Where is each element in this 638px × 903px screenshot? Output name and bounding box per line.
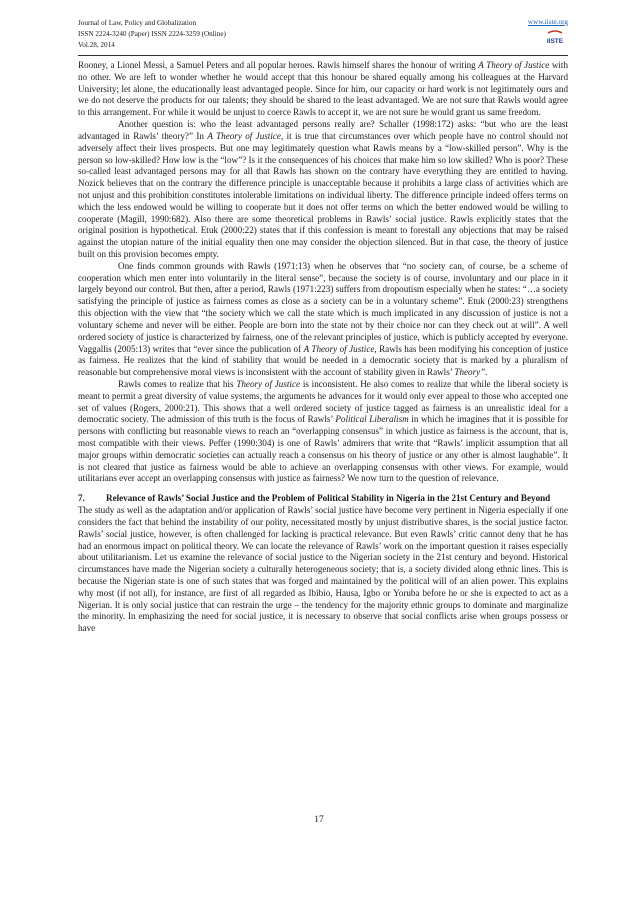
page-number: 17	[314, 815, 324, 825]
paragraph-2: Another question is: who the least advantaged persons really are? Schaller (1998:172) asks: “but who are the least advantaged in Rawls’ theory?” In A Theory of Justice, it is true that circumstances over which people have no control should not adversely affect their lives prospects. But one may legitimately question what Rawls means by a “low-skilled person”. Why is the person so low-skilled? How low is the “low”? Is it the consequences of his choices that make him so low skilled? Who is poor? These so-called least advantaged persons may for all that Rawls has shown on the contrary have everything they are entitled to having. Nozick believes that on the contrary the difference principle is unacceptable because it prohibits a large class of activities which are not unjust and this prohibition constitutes intolerable limitations on individual liberty. The difference principle indeed offers terms on which the less endowed would be willing to cooperate but it does not offer terms on which the better endowed would be willing to cooperate (Magill, 1990:682). Also there are some theoretical problems in Rawls’ social justice. Rawls explicitly states that the original position is hypothetical. Etuk (2000:22) states that if this confession is meant to forestall any objections that may be raised against the utopian nature of the initial equality then one may consider the objection silenced. But in that case, the theory of justice built on this provision becomes empty.	[78, 119, 568, 259]
volume-line: Vol.28, 2014	[78, 41, 115, 49]
journal-url-link[interactable]: www.iiste.org	[527, 18, 568, 26]
section-title: Relevance of Rawls’ Social Justice and the Problem of Political Stability in Nigeria in the 21st Century and Beyond	[106, 493, 551, 504]
paragraph-1: Rooney, a Lionel Messi, a Samuel Peters and all popular heroes. Rawls himself shares the honour of writing A Theory of Justice with no other. We are left to wonder whether he would accept that this honour be shared equally among his colleagues at the Harvard University; let alone, the educationally least advantaged people. Since for him, our capacity or hard work is not legitimately ours and we do not deserve the products for our talents; they should be shared to the least advantaged. We are not sure that Rawls would agree to this arrangement. For while it would be unjust to coerce Rawls to accept it, we are not sure he would grant us same freedom.	[78, 60, 568, 118]
iiste-logo	[544, 30, 566, 46]
journal-name: Journal of Law, Policy and Globalization	[78, 19, 197, 27]
section-number: 7.	[78, 493, 85, 504]
page-header	[78, 18, 568, 51]
paragraph-5: The study as well as the adaptation and/or application of Rawls’ social justice have become very pertinent in Nigeria especially if one considers the fact that behind the instability of our polity, necessitated mostly by unjust distributive shares, is the social justice factor. Rawls’ social justice, however, is often challenged for lacking is practical relevance. But even Rawls’ critic cannot deny that he has had an enormous impact on political theory. We can locate the relevance of Rawls’ work on the important question it raises especially about utilitarianism. Let us examine the relevance of social justice to the Nigerian society in the 21st century and beyond. Historical circumstances have made the Nigerian society a culturally heterogeneous society; that is, a society divided along ethnic lines. This is because the Nigerian state is one of such states that was forged and maintained by the political will of an alien power. This explains why most (if not all), for instance, are first of all regarded as Ibibio, Hausa, Igbo or Yoruba before he or she is expected to act as a Nigerian. It is only social justice that can restrain the urge – the tendency for the majority ethnic groups to dominate and marginalize the minority. In emphasizing the need for social justice, it is necessary to observe that social conflicts arise when groups possess or have	[78, 505, 568, 634]
article-body	[78, 60, 568, 635]
paragraph-3: One finds common grounds with Rawls (1971:13) when he observes that “no society can, of course, be a scheme of cooperation which men enter into voluntarily in the literal sense”, because the society is of course, involuntary and our place in it largely beyond our control. But then, after a period, Rawls (1971:223) suffers from dropoutism especially when he states: “…a society satisfying the principle of justice as fairness comes as close as a society can be in a voluntary scheme”. Etuk (2000:23) strengthens this objection with the view that “the society which we call the state which is much implicated in any discussion of justice is not a voluntary scheme and never will be either. People are born into the state not by their choice nor can they check out at will”. A well ordered society of justice is characterized by fairness, one of the relevant principles of justice, which is publicly accepted by everyone. Vaggallis (2005:13) writes that “ever since the publication of A Theory of Justice, Rawls has been modifying his conception of justice as fairness. He realizes that the kind of stability that would be needed in a democratic society that is marked by a pluralism of reasonable but comprehensive moral views is inconsistent with the account of stability given in Rawls’ Theory”.	[78, 260, 568, 378]
svg-text:IISTE: IISTE	[546, 38, 564, 45]
section-heading	[78, 493, 568, 505]
header-rule	[78, 55, 568, 56]
paragraph-4: Rawls comes to realize that his Theory of Justice is inconsistent. He also comes to realize that while the liberal society is meant to permit a great diversity of value systems, the arguments he advances for it would only ever appeal to those who accepted one set of values (Rogers, 2000:21). This shows that a well ordered society of justice tagged as fairness is an unrealistic ideal for a democratic society. The admission of this truth is the focus of Rawls’ Political Liberalism in which he imagines that it is possible for persons with conflicting but reasonable views to reach an “overlapping consensus” in which justice as fairness is the account, that is, most compatible with their views. Peffer (1990:304) is one of Rawls’ admirers that write that “Rawls’ implicit assumption that all major groups within democratic societies can actually reach a consensus on his theory of justice or any other is almost laughable”. It is not cleared that justice as fairness would be able to achieve an overlapping consensus with other views. For example, would utilitarians ever accept an overlapping consensus with justice as fairness? We now turn to the question of relevance.	[78, 378, 568, 484]
issn-line: ISSN 2224-3240 (Paper) ISSN 2224-3259 (Online)	[78, 30, 226, 38]
